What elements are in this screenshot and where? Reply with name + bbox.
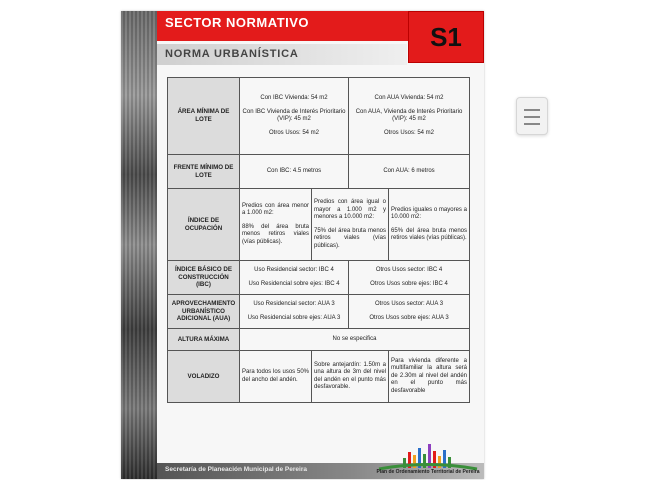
cell-text: Predios con área menor a 1.000 m2:: [242, 202, 309, 217]
cell-text: Otros Usos: 54 m2: [269, 129, 320, 136]
plan-caption: Plan de Ordenamiento Territorial de Pereira: [376, 469, 480, 475]
ocupacion-cell-1: [240, 189, 312, 261]
cell-text: Uso Residencial sector: AUA 3: [253, 301, 335, 307]
cell-text: Con IBC: 4.5 metros: [240, 155, 349, 189]
table-row: [168, 189, 470, 261]
cell-text: Otros Usos: 54 m2: [384, 129, 435, 136]
aua-left-cell: [240, 295, 349, 329]
ocupacion-cell-3: [389, 189, 470, 261]
document-page: [121, 11, 484, 479]
row-label: ÍNDICE BÁSICO DE CONSTRUCCIÓN (IBC): [168, 261, 240, 295]
norma-table: [167, 77, 470, 403]
ocupacion-cell-2: [312, 189, 389, 261]
row-label: APROVECHAMIENTO URBANÍSTICO ADICIONAL (AUA): [168, 295, 240, 329]
cell-text: Con AUA Vivienda: 54 m2: [374, 95, 444, 101]
table-row: [168, 295, 470, 329]
cell-text: Con IBC Vivienda: 54 m2: [260, 95, 328, 101]
ibc-left-cell: [240, 261, 349, 295]
cell-text: Uso Residencial sobre ejes: AUA 3: [247, 314, 341, 321]
hamburger-menu-button[interactable]: [516, 97, 548, 135]
cell-text: Uso Residencial sector: IBC 4: [254, 267, 334, 273]
cell-text: Con IBC Vivienda de Interés Prioritario (VIP): 45 m2: [242, 108, 346, 122]
table-row: [168, 78, 470, 155]
row-label: ALTURA MÁXIMA: [168, 329, 240, 351]
sector-title: SECTOR NORMATIVO: [165, 15, 310, 30]
table-row: [168, 351, 470, 403]
cell-text: Con AUA, Vivienda de Interés Prioritario (VIP): 45 m2: [355, 108, 463, 122]
cell-text: Predios iguales o mayores a 10.000 m2:: [391, 206, 468, 220]
cell-text: 65% del área bruta menos retiros viales (vías públicas).: [391, 227, 468, 241]
cell-text: Otros Usos sobre ejes: AUA 3: [369, 314, 449, 321]
cell-text: Uso Residencial sobre ejes: IBC 4: [248, 280, 340, 287]
row-label: FRENTE MÍNIMO DE LOTE: [168, 155, 240, 189]
cell-text: Otros Usos sector: IBC 4: [375, 267, 443, 273]
sector-code-box: [408, 11, 484, 63]
cell-text: Para vivienda diferente a multifamiliar la altura será de 2.30m al nivel del andén en el punto más desfavorable: [389, 351, 470, 403]
city-skyline-strip: [121, 11, 157, 479]
table-row: [168, 155, 470, 189]
row-label: ÍNDICE DE OCUPACIÓN: [168, 189, 240, 261]
cell-text: 75% del área bruta menos retiros viales (vías públicas).: [314, 227, 387, 249]
cell-text: Sobre antejardín: 1.50m a una altura de 3m del nivel del andén en el punto más desfavorable.: [312, 351, 389, 403]
row-label: VOLADIZO: [168, 351, 240, 403]
cell-text: Para todos los usos 50% del ancho del andén.: [240, 351, 312, 403]
row-label: ÁREA MÍNIMA DE LOTE: [168, 78, 240, 155]
ibc-right-cell: [349, 261, 470, 295]
table-row: [168, 329, 470, 351]
cell-text: 88% del área bruta menos retiros viales (vías públicas).: [242, 223, 309, 245]
cell-text: Predios con área igual o mayor a 1.000 m2 y menores a 10.000 m2:: [314, 199, 387, 220]
cell-text: Otros Usos sector: AUA 3: [375, 301, 444, 307]
table-row: [168, 261, 470, 295]
section-title: NORMA URBANÍSTICA: [165, 48, 299, 60]
sector-code: S1: [430, 21, 462, 52]
cell-text: Otros Usos sobre ejes: IBC 4: [370, 280, 448, 287]
cell-text: No se especifica: [240, 329, 470, 351]
aua-cell: [349, 78, 470, 155]
aua-right-cell: [349, 295, 470, 329]
ibc-cell: [240, 78, 349, 155]
cell-text: Con AUA: 6 metros: [349, 155, 470, 189]
footer-secretaria: Secretaría de Planeación Municipal de Pereira: [165, 466, 307, 473]
